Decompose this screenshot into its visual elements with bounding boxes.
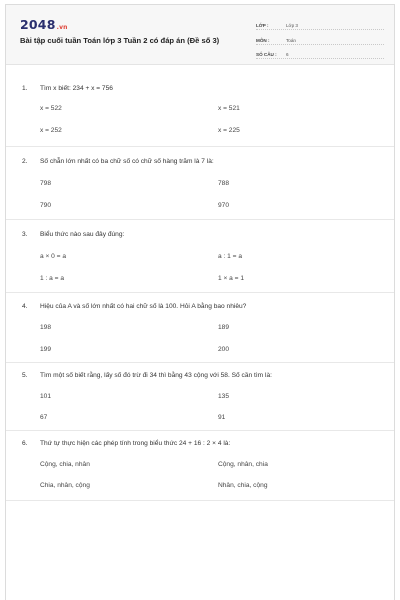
question-text xyxy=(22,303,246,310)
question-5 xyxy=(6,363,394,431)
site-logo[interactable] xyxy=(20,17,68,32)
question-list xyxy=(6,65,394,501)
question-4 xyxy=(6,293,394,363)
worksheet-title: Bài tập cuối tuần Toán lớp 3 Tuần 2 có đáp án (Đề số 3) xyxy=(20,36,220,45)
answer-option-b[interactable]: 189 xyxy=(218,324,230,331)
question-number: 4. xyxy=(22,303,28,310)
question-6 xyxy=(6,431,394,501)
question-prompt: Số chẵn lớn nhất có ba chữ số có chữ số hàng trăm là 7 là: xyxy=(40,158,214,165)
meta-label: SỐ CÂU : xyxy=(256,52,277,57)
meta-label: MÔN : xyxy=(256,37,270,43)
answer-option-a[interactable]: 198 xyxy=(40,324,52,331)
answer-option-c[interactable]: 67 xyxy=(40,414,48,421)
worksheet-page xyxy=(5,4,395,600)
meta-row-class xyxy=(256,19,384,30)
answer-option-b[interactable]: Cộng, nhân, chia xyxy=(218,461,268,468)
answer-option-c[interactable]: 199 xyxy=(40,346,52,353)
answer-option-c[interactable]: x = 252 xyxy=(40,127,62,134)
answer-option-b[interactable]: a : 1 = a xyxy=(218,253,243,260)
answer-option-a[interactable]: x = 522 xyxy=(40,105,62,112)
question-number: 3. xyxy=(22,231,28,238)
answer-option-c[interactable]: 790 xyxy=(40,202,52,209)
question-prompt: Tìm một số biết rằng, lấy số đó trừ đi 34 thì bằng 43 cộng với 58. Số cần tìm là: xyxy=(40,372,272,379)
answer-option-b[interactable]: 135 xyxy=(218,393,230,400)
question-prompt: Biểu thức nào sau đây đúng: xyxy=(40,231,125,238)
question-number: 1. xyxy=(22,85,28,92)
question-number: 5. xyxy=(22,372,28,379)
meta-row-question-count xyxy=(256,48,384,59)
question-number: 2. xyxy=(22,158,28,165)
worksheet-meta xyxy=(256,19,384,63)
answer-option-d[interactable]: 1 × a = 1 xyxy=(218,275,245,282)
question-prompt: Thứ tự thực hiện các phép tính trong biểu thức 24 + 16 : 2 × 4 là: xyxy=(40,440,231,447)
answer-option-b[interactable]: x = 521 xyxy=(218,105,240,112)
answer-option-a[interactable]: 101 xyxy=(40,393,52,400)
answer-option-b[interactable]: 788 xyxy=(218,180,230,187)
answer-option-c[interactable]: 1 : a = a xyxy=(40,275,65,282)
question-text xyxy=(22,85,113,92)
answer-option-d[interactable]: Nhân, chia, cộng xyxy=(218,482,268,489)
meta-label: LỚP : xyxy=(256,23,269,28)
question-3 xyxy=(6,220,394,293)
answer-option-a[interactable]: a × 0 = a xyxy=(40,253,67,260)
answer-option-a[interactable]: Cộng, chia, nhân xyxy=(40,461,90,468)
question-prompt: Tìm x biết: 234 + x = 756 xyxy=(40,85,113,92)
meta-row-subject xyxy=(256,34,384,45)
question-number: 6. xyxy=(22,440,28,447)
worksheet-header xyxy=(6,5,394,65)
answer-option-d[interactable]: x = 225 xyxy=(218,127,240,134)
question-text xyxy=(22,231,124,238)
question-1 xyxy=(6,65,394,147)
logo-tld: .vn xyxy=(56,24,68,31)
question-text xyxy=(22,372,272,379)
logo-text: 2048 xyxy=(20,17,56,32)
answer-option-d[interactable]: 970 xyxy=(218,202,230,209)
question-2 xyxy=(6,147,394,220)
question-text xyxy=(22,440,230,447)
answer-option-d[interactable]: 200 xyxy=(218,346,230,353)
meta-value: Toán xyxy=(286,37,296,43)
question-text xyxy=(22,158,214,165)
question-prompt: Hiệu của A và số lớn nhất có hai chữ số là 100. Hỏi A bằng bao nhiêu? xyxy=(40,303,247,310)
answer-option-c[interactable]: Chia, nhân, cộng xyxy=(40,482,90,489)
answer-option-d[interactable]: 91 xyxy=(218,414,226,421)
answer-option-a[interactable]: 798 xyxy=(40,180,52,187)
meta-value: 6 xyxy=(286,52,289,57)
meta-value: Lớp 3 xyxy=(286,23,298,28)
